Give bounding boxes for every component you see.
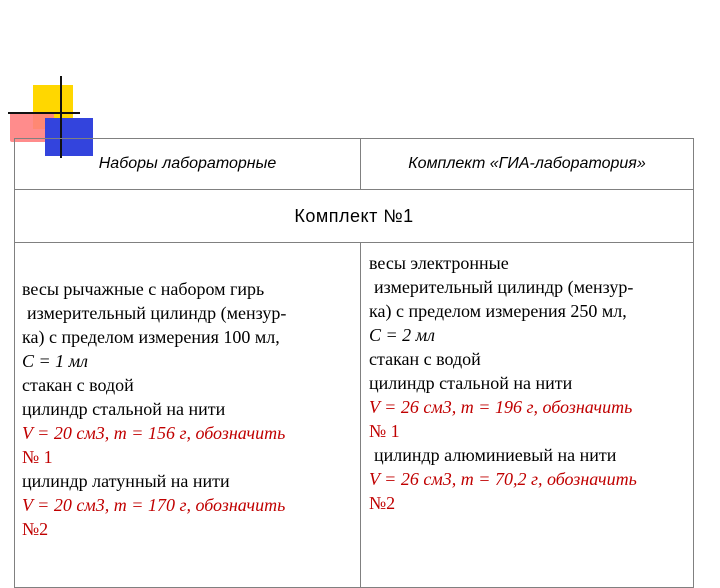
list-item: цилиндр алюминиевый на нити [374,445,617,465]
gia-kit-list [361,243,694,588]
list-item: весы электронные [369,253,509,273]
list-item: V = 20 см3, m = 170 г, обозначить [22,495,286,515]
list-item: стакан с водой [369,349,481,369]
set-title-row [15,190,694,243]
list-item: С = 2 мл [369,325,435,345]
list-item: V = 20 см3, m = 156 г, обозначить [22,423,286,443]
header-gia-kit: Комплект «ГИА-лаборатория» [361,139,694,190]
equipment-row [15,243,694,588]
list-item: измерительный цилиндр (мензур- [374,277,634,297]
equipment-table [14,138,694,588]
list-item: весы рычажные с набором гирь [22,279,265,299]
list-item: № 1 [22,447,53,467]
list-item: ка) с пределом измерения 100 мл, [22,327,280,347]
list-item: ка) с пределом измерения 250 мл, [369,301,627,321]
list-item: С = 1 мл [22,351,88,371]
list-item: V = 26 см3, m = 196 г, обозначить [369,397,633,417]
list-item: измерительный цилиндр (мензур- [27,303,287,323]
list-item: цилиндр латунный на нити [22,471,230,491]
list-item: №2 [22,519,49,539]
lab-set-list [15,243,361,588]
list-item: № 1 [369,421,400,441]
list-item: цилиндр стальной на нити [369,373,573,393]
list-item: цилиндр стальной на нити [22,399,226,419]
list-item: стакан с водой [22,375,134,395]
decorative-horizontal-line [8,112,80,114]
set-title: Комплект №1 [15,190,694,243]
list-item: №2 [369,493,396,513]
table-header-row [15,139,694,190]
header-lab-sets: Наборы лабораторные [15,139,361,190]
list-item: V = 26 см3, m = 70,2 г, обозначить [369,469,637,489]
